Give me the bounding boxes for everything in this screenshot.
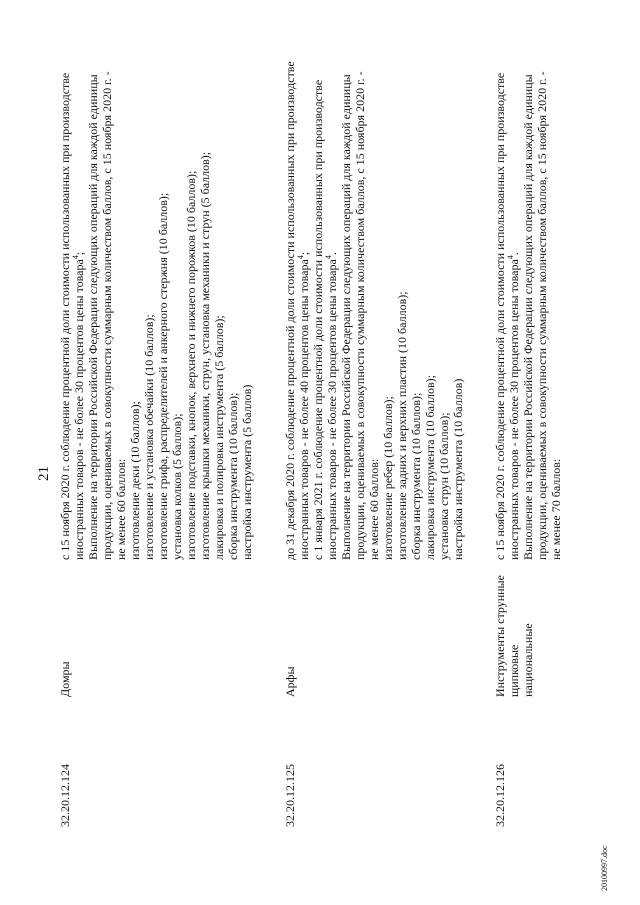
footnote-marker: 4 xyxy=(506,255,515,260)
text-line-content: Выполнение на территории Российской Федерации следующих операций для каждой единицы xyxy=(339,74,353,560)
text-line-content: сборка инструмента (10 баллов); xyxy=(409,392,423,560)
text-line xyxy=(128,10,142,560)
text-line-content: с 1 января 2021 г. соблюдение процентной доли стоимости использованных при производстве xyxy=(311,79,325,560)
text-line xyxy=(58,10,72,560)
text-line-content: с 15 ноября 2020 г. соблюдение процентной доли стоимости использованных при производстве xyxy=(493,72,507,560)
text-line xyxy=(451,10,465,560)
text-line xyxy=(535,10,549,560)
text-line-content: иностранных товаров - не более 30 процентов цены товара xyxy=(72,259,86,560)
requirements-text xyxy=(58,10,254,560)
text-line xyxy=(283,10,297,560)
text-line xyxy=(100,10,114,560)
text-line-content: не менее 60 баллов: xyxy=(114,458,128,560)
text-line xyxy=(367,10,381,560)
footnote-marker: 4 xyxy=(296,255,305,260)
requirements-text xyxy=(493,10,563,560)
text-line xyxy=(86,10,100,560)
text-line-content: изготовление и установка обечайки (10 баллов); xyxy=(142,314,156,560)
product-code: 32.20.12.125 xyxy=(283,764,297,827)
page-number: 21 xyxy=(36,466,52,481)
text-line-content: продукции, оцениваемых в совокупности суммарным количеством баллов, с 15 ноября 2020 г. - xyxy=(353,71,367,560)
product-name: Домры xyxy=(58,661,72,697)
text-line-content: установка колков (5 баллов); xyxy=(170,413,184,560)
text-line-content: иностранных товаров - не более 40 процентов цены товара xyxy=(297,259,311,560)
text-line xyxy=(521,10,535,560)
text-line-content: изготовление задних и верхних пластин (10 баллов); xyxy=(395,291,409,560)
product-code: 32.20.12.126 xyxy=(493,764,507,827)
text-line-content: продукции, оцениваемых в совокупности суммарным количеством баллов, с 15 ноября 2020 г. - xyxy=(535,71,549,560)
text-line xyxy=(114,10,128,560)
text-line xyxy=(198,10,212,560)
text-line-content: Выполнение на территории Российской Федерации следующих операций для каждой единицы xyxy=(521,74,535,560)
text-line xyxy=(507,10,521,560)
text-line-content: с 15 ноября 2020 г. соблюдение процентной доли стоимости использованных при производстве xyxy=(58,72,72,560)
text-line-content: иностранных товаров - не более 30 процентов цены товара xyxy=(325,259,339,560)
text-line-content: изготовление грифа, распределителей и анкерного стержня (10 баллов); xyxy=(156,192,170,560)
text-line-content: лакировка и полировка инструмента (5 баллов); xyxy=(212,315,226,560)
product-code: 32.20.12.124 xyxy=(58,764,72,827)
text-line-content: изготовление подставки, кнопок, верхнего и нижнего порожков (10 баллов); xyxy=(184,170,198,560)
line-punctuation: ; xyxy=(297,251,311,256)
text-line-content: иностранных товаров - не более 30 процентов цены товара xyxy=(507,259,521,560)
text-line xyxy=(339,10,353,560)
footnote-marker: 4 xyxy=(324,255,333,260)
text-line xyxy=(549,10,563,560)
text-line xyxy=(325,10,339,560)
text-line-content: изготовление ребер (10 баллов); xyxy=(381,396,395,560)
text-line xyxy=(395,10,409,560)
line-punctuation: . xyxy=(325,252,339,256)
text-line xyxy=(311,10,325,560)
text-line xyxy=(72,10,86,560)
text-line xyxy=(226,10,240,560)
footer-doc-id: 20100997.doc xyxy=(600,845,609,891)
text-line-content: лакировка инструмента (10 баллов); xyxy=(423,374,437,560)
text-line xyxy=(423,10,437,560)
text-line-content: до 31 декабря 2020 г. соблюдение процентной доли стоимости использованных при производстве xyxy=(283,61,297,560)
text-line-content: установка струн (10 баллов); xyxy=(437,412,451,560)
requirements-text xyxy=(283,10,465,560)
line-punctuation: . xyxy=(507,252,521,256)
text-line xyxy=(184,10,198,560)
footnote-marker: 4 xyxy=(71,255,80,260)
text-line-content: изготовление крышки механики, струн, установка механики и струн (5 баллов); xyxy=(198,151,212,560)
text-line-content: настройка инструмента (10 баллов) xyxy=(451,378,465,560)
text-line xyxy=(409,10,423,560)
text-line xyxy=(240,10,254,560)
text-line-content: продукции, оцениваемых в совокупности суммарным количеством баллов, с 15 ноября 2020 г. - xyxy=(100,71,114,560)
product-name: Инструменты струнные щипковые национальные xyxy=(493,575,535,697)
text-line-content: изготовление деки (10 баллов); xyxy=(128,401,142,560)
text-line xyxy=(297,10,311,560)
text-line-content: настройка инструмента (5 баллов) xyxy=(240,384,254,560)
text-line xyxy=(170,10,184,560)
text-line xyxy=(437,10,451,560)
text-line xyxy=(381,10,395,560)
text-line-content: Выполнение на территории Российской Федерации следующих операций для каждой единицы xyxy=(86,74,100,560)
text-line-content: не менее 60 баллов: xyxy=(367,458,381,560)
product-name: Арфы xyxy=(283,666,297,697)
text-line xyxy=(212,10,226,560)
text-line xyxy=(156,10,170,560)
text-line-content: не менее 70 баллов: xyxy=(549,458,563,560)
line-punctuation: ; xyxy=(72,251,86,256)
text-line xyxy=(353,10,367,560)
text-line-content: сборка инструмента (10 баллов); xyxy=(226,392,240,560)
text-line xyxy=(493,10,507,560)
text-line xyxy=(142,10,156,560)
